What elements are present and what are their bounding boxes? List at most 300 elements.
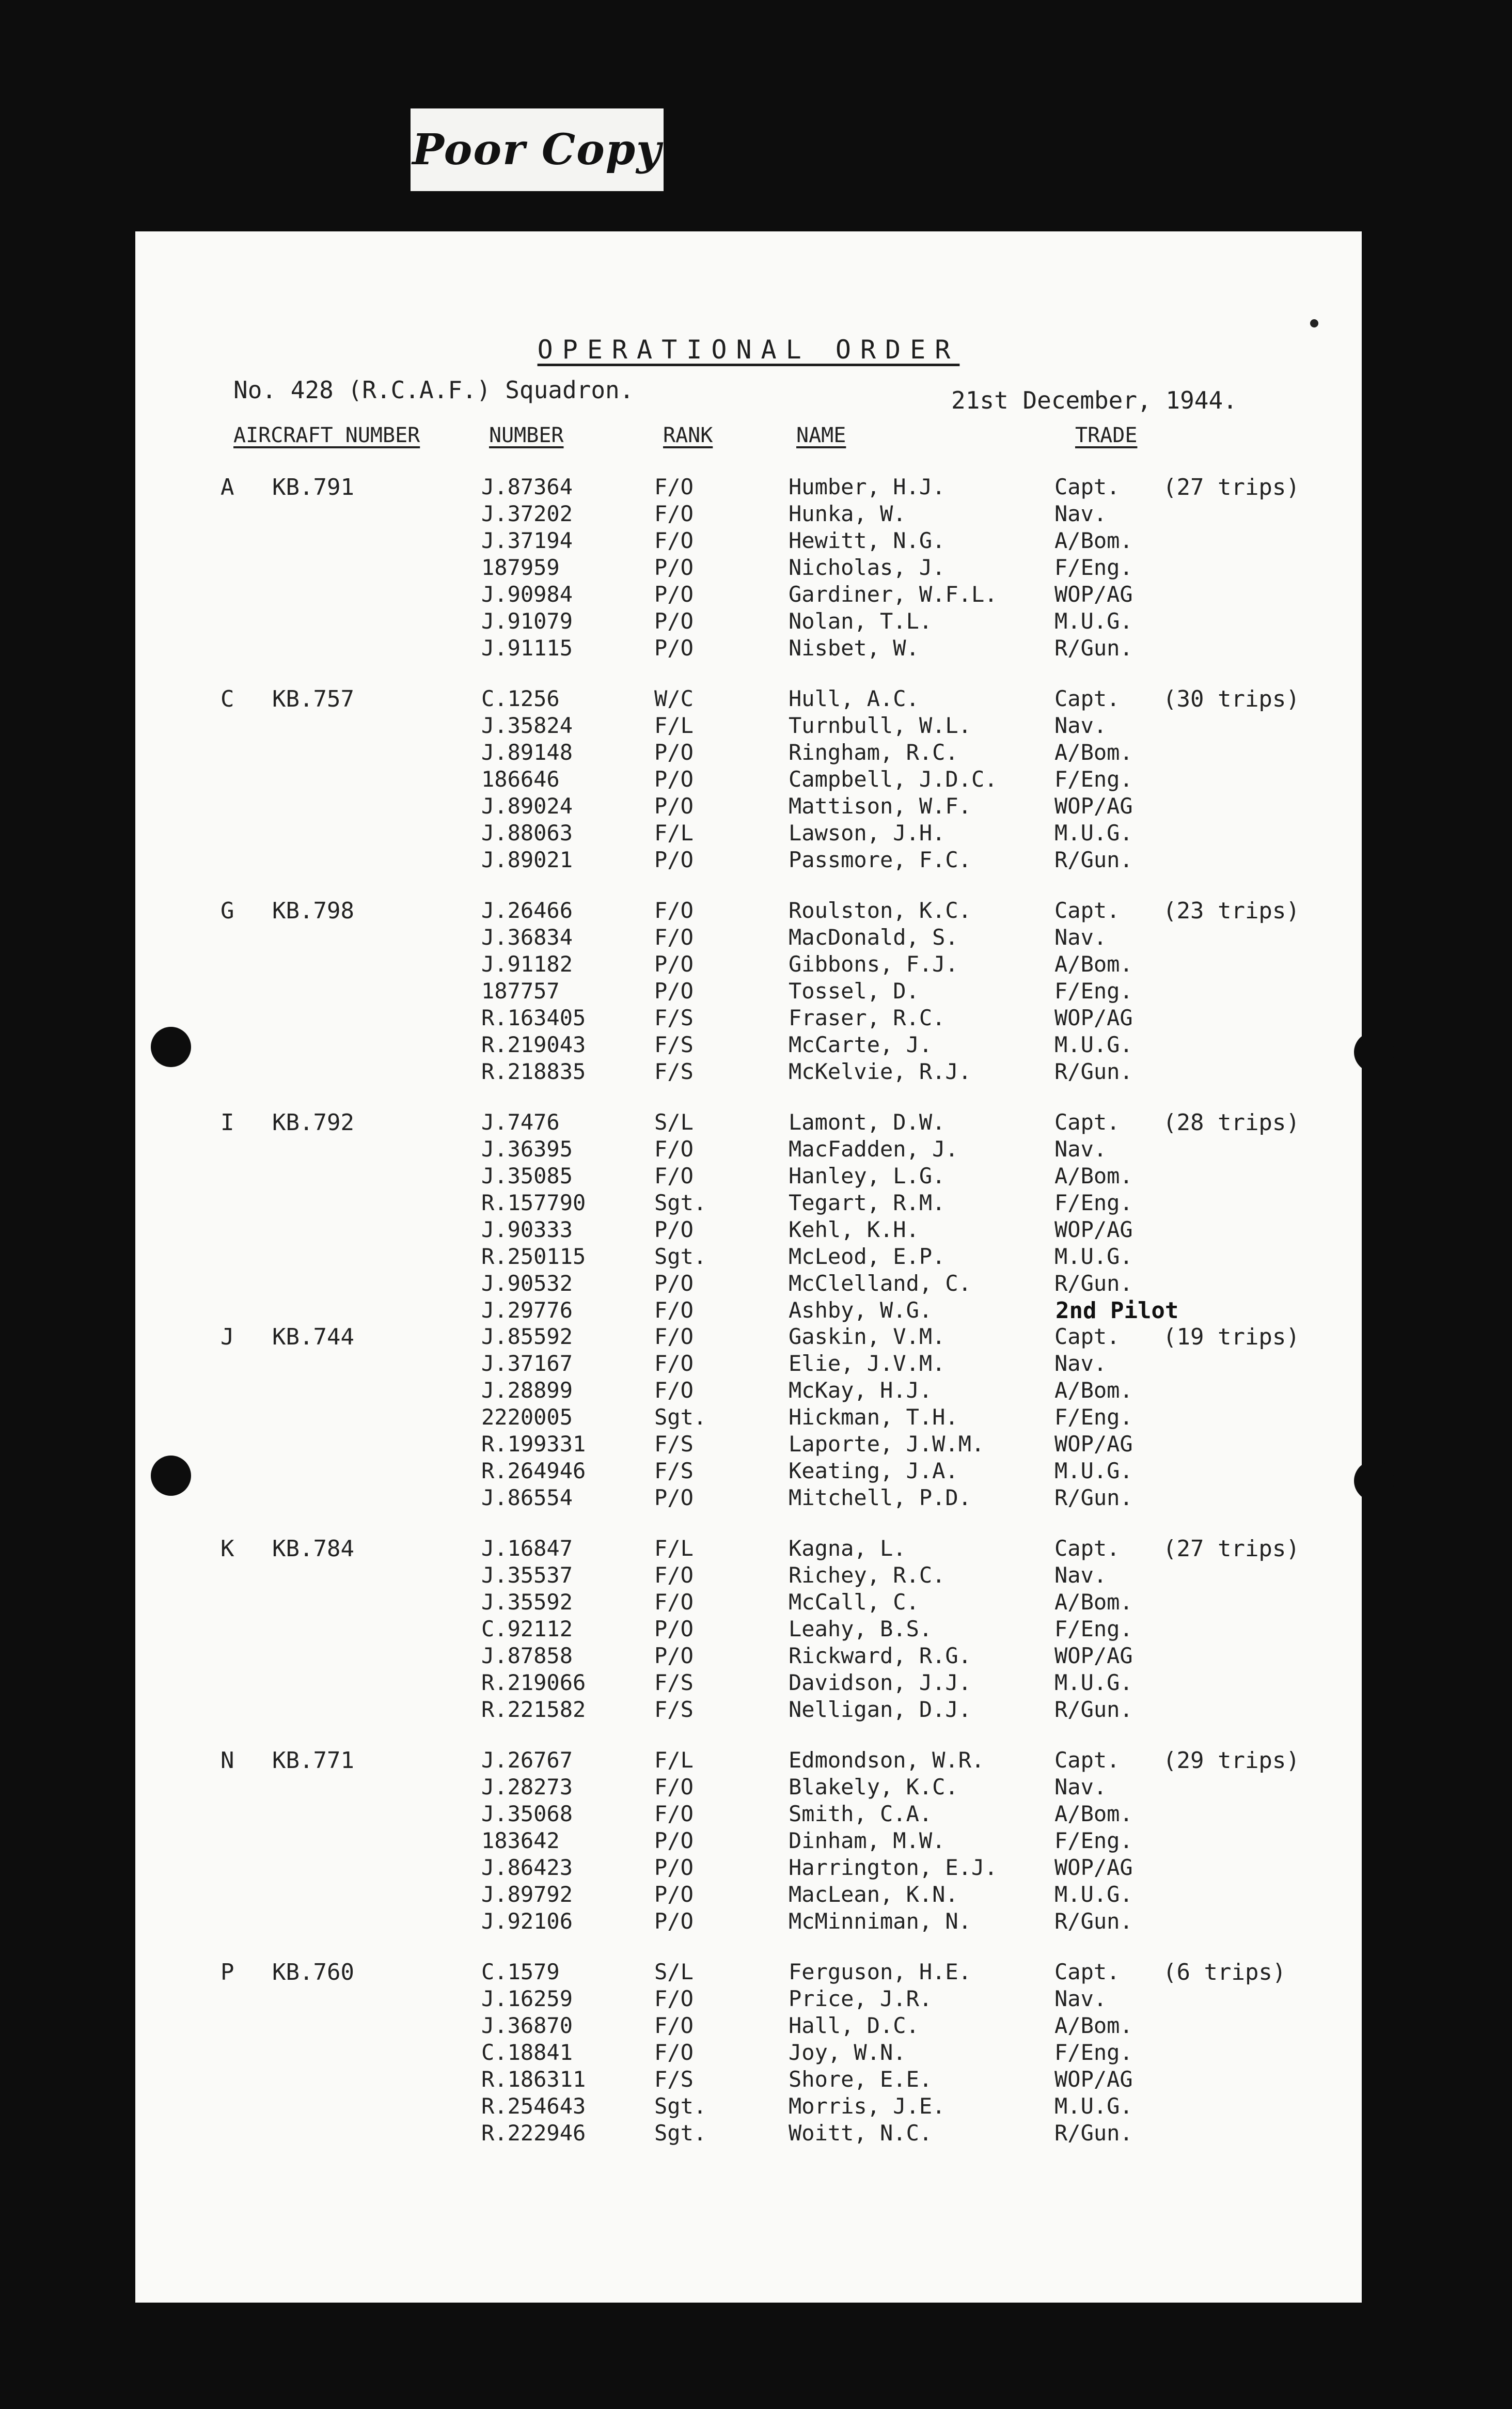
crew-row <box>135 1562 1362 1589</box>
crew-trade: M.U.G. <box>1054 2093 1133 2119</box>
crew-service-number: J.29776 <box>481 1297 573 1323</box>
crew-name: Fraser, R.C. <box>789 1005 946 1030</box>
crew-group <box>135 474 1362 691</box>
aircraft-number: KB.784 <box>272 1536 354 1562</box>
crew-row <box>135 1458 1362 1485</box>
crew-trade: Capt. <box>1054 1536 1120 1561</box>
crew-row <box>135 501 1362 528</box>
crew-service-number: C.1256 <box>481 686 560 711</box>
crew-name: Joy, W.N. <box>789 2040 906 2065</box>
aircraft-letter: G <box>220 898 234 924</box>
crew-trade: Nav. <box>1054 713 1107 738</box>
crew-name: MacLean, K.N. <box>789 1882 958 1907</box>
crew-rank: P/O <box>654 582 694 607</box>
crew-rank: P/O <box>654 1828 694 1853</box>
crew-row <box>135 582 1362 608</box>
crew-row <box>135 608 1362 635</box>
aircraft-number: KB.760 <box>272 1959 354 1985</box>
crew-rank: Sgt. <box>654 1244 707 1269</box>
captain-trip-count: (29 trips) <box>1163 1747 1300 1774</box>
crew-rank: F/O <box>654 925 694 950</box>
captain-trip-count: (30 trips) <box>1163 686 1300 712</box>
crew-name: Kagna, L. <box>789 1536 906 1561</box>
crew-trade: WOP/AG <box>1054 1431 1133 1457</box>
crew-rank: P/O <box>654 847 694 872</box>
crew-service-number: 2220005 <box>481 1404 573 1430</box>
crew-service-number: J.89024 <box>481 793 573 819</box>
crew-service-number: J.35592 <box>481 1589 573 1615</box>
crew-rank: F/O <box>654 1351 694 1376</box>
crew-name: Davidson, J.J. <box>789 1670 972 1695</box>
crew-name: McMinniman, N. <box>789 1909 972 1934</box>
crew-service-number: R.219043 <box>481 1032 586 1057</box>
captain-trip-count: (6 trips) <box>1163 1959 1286 1985</box>
crew-rank: P/O <box>654 1217 694 1242</box>
crew-row <box>135 635 1362 662</box>
crew-row <box>135 1855 1362 1882</box>
crew-row <box>135 1882 1362 1909</box>
column-header-name: NAME <box>796 424 846 447</box>
crew-rank: F/O <box>654 1378 694 1403</box>
crew-trade: F/Eng. <box>1054 2040 1133 2065</box>
crew-row <box>135 1643 1362 1670</box>
crew-name: McClelland, C. <box>789 1271 972 1296</box>
crew-members <box>135 898 1362 1086</box>
crew-name: Elie, J.V.M. <box>789 1351 946 1376</box>
captain-trip-count: (23 trips) <box>1163 898 1300 924</box>
crew-service-number: J.89148 <box>481 740 573 765</box>
crew-rank: P/O <box>654 1271 694 1296</box>
crew-rank: P/O <box>654 1855 694 1880</box>
crew-trade: WOP/AG <box>1054 2067 1133 2092</box>
crew-trade: Nav. <box>1054 925 1107 950</box>
crew-rank: F/S <box>654 1458 694 1483</box>
crew-trade: F/Eng. <box>1054 1616 1133 1641</box>
crew-name: Lawson, J.H. <box>789 820 946 846</box>
crew-trade: WOP/AG <box>1054 1643 1133 1668</box>
crew-row <box>135 740 1362 766</box>
crew-row <box>135 1059 1362 1086</box>
crew-rank: Sgt. <box>654 1190 707 1215</box>
crew-row <box>135 925 1362 951</box>
crew-service-number: C.18841 <box>481 2040 573 2065</box>
crew-rank: F/S <box>654 1005 694 1030</box>
crew-trade: A/Bom. <box>1054 528 1133 553</box>
crew-service-number: R.186311 <box>481 2067 586 2092</box>
crew-row <box>135 2013 1362 2040</box>
aircraft-number: KB.798 <box>272 898 354 924</box>
poor-copy-label: Poor Copy <box>411 108 664 191</box>
crew-name: Hull, A.C. <box>789 686 919 711</box>
crew-trade: M.U.G. <box>1054 1244 1133 1269</box>
crew-service-number: J.90333 <box>481 1217 573 1242</box>
crew-service-number: R.157790 <box>481 1190 586 1215</box>
crew-rank: Sgt. <box>654 1404 707 1430</box>
crew-trade: A/Bom. <box>1054 740 1133 765</box>
crew-service-number: J.86554 <box>481 1485 573 1510</box>
crew-service-number: R.221582 <box>481 1697 586 1722</box>
crew-name: Nelligan, D.J. <box>789 1697 972 1722</box>
crew-trade: F/Eng. <box>1054 978 1133 1004</box>
crew-rank: F/S <box>654 1697 694 1722</box>
crew-name: McLeod, E.P. <box>789 1244 946 1269</box>
crew-row <box>135 1271 1362 1297</box>
crew-name: Blakely, K.C. <box>789 1774 958 1800</box>
crew-service-number: J.36395 <box>481 1136 573 1162</box>
crew-service-number: R.163405 <box>481 1005 586 1030</box>
crew-trade: WOP/AG <box>1054 1005 1133 1030</box>
crew-service-number: J.86423 <box>481 1855 573 1880</box>
crew-row <box>135 2067 1362 2093</box>
crew-service-number: R.250115 <box>481 1244 586 1269</box>
aircraft-letter: P <box>220 1959 234 1985</box>
crew-name: Hall, D.C. <box>789 2013 919 2038</box>
crew-service-number: J.36870 <box>481 2013 573 2038</box>
crew-row <box>135 898 1362 925</box>
crew-name: Nicholas, J. <box>789 555 946 580</box>
crew-rank: F/S <box>654 1431 694 1457</box>
crew-service-number: J.16847 <box>481 1536 573 1561</box>
crew-rank: P/O <box>654 608 694 634</box>
crew-members <box>135 1747 1362 1935</box>
crew-row <box>135 978 1362 1005</box>
crew-row <box>135 1163 1362 1190</box>
crew-row <box>135 1109 1362 1136</box>
crew-name: Hewitt, N.G. <box>789 528 946 553</box>
crew-name: MacDonald, S. <box>789 925 958 950</box>
crew-rank: P/O <box>654 1643 694 1668</box>
crew-service-number: J.26767 <box>481 1747 573 1773</box>
crew-trade: A/Bom. <box>1054 1378 1133 1403</box>
crew-name: Mattison, W.F. <box>789 793 972 819</box>
crew-rank: F/O <box>654 1562 694 1588</box>
crew-name: Woitt, N.C. <box>789 2120 933 2146</box>
crew-rank: F/O <box>654 501 694 526</box>
crew-trade: Capt. <box>1054 1959 1120 1984</box>
crew-service-number: J.90532 <box>481 1271 573 1296</box>
crew-name: MacFadden, J. <box>789 1136 958 1162</box>
crew-service-number: R.254643 <box>481 2093 586 2119</box>
crew-row <box>135 1378 1362 1404</box>
crew-rank: F/O <box>654 1163 694 1188</box>
captain-trip-count: (27 trips) <box>1163 1536 1300 1562</box>
crew-trade: A/Bom. <box>1054 951 1133 977</box>
page-title: OPERATIONAL ORDER <box>537 335 960 365</box>
crew-trade: WOP/AG <box>1054 1855 1133 1880</box>
crew-group <box>135 1747 1362 1964</box>
crew-row <box>135 1485 1362 1512</box>
crew-members <box>135 474 1362 662</box>
crew-service-number: J.91079 <box>481 608 573 634</box>
crew-service-number: J.35085 <box>481 1163 573 1188</box>
crew-rank: P/O <box>654 951 694 977</box>
crew-row <box>135 474 1362 501</box>
crew-row <box>135 713 1362 740</box>
aircraft-letter: C <box>220 686 234 712</box>
crew-rank: F/S <box>654 1670 694 1695</box>
crew-name: Kehl, K.H. <box>789 1217 919 1242</box>
crew-name: McKay, H.J. <box>789 1378 933 1403</box>
crew-trade: F/Eng. <box>1054 1404 1133 1430</box>
crew-name: Hunka, W. <box>789 501 906 526</box>
column-header-aircraft: AIRCRAFT NUMBER <box>233 424 420 447</box>
crew-rank: F/O <box>654 1136 694 1162</box>
crew-name: Harrington, E.J. <box>789 1855 998 1880</box>
crew-trade: Capt. <box>1054 1109 1120 1135</box>
crew-name: Nisbet, W. <box>789 635 919 661</box>
crew-name: Laporte, J.W.M. <box>789 1431 985 1457</box>
crew-service-number: 187959 <box>481 555 560 580</box>
captain-trip-count: (19 trips) <box>1163 1324 1300 1350</box>
crew-name: Rickward, R.G. <box>789 1643 972 1668</box>
crew-row <box>135 1697 1362 1724</box>
crew-row <box>135 793 1362 820</box>
crew-trade: F/Eng. <box>1054 1190 1133 1215</box>
crew-rank: F/O <box>654 898 694 923</box>
crew-rank: F/O <box>654 1297 694 1323</box>
crew-name: Shore, E.E. <box>789 2067 933 2092</box>
aircraft-number: KB.757 <box>272 686 354 712</box>
crew-row <box>135 1324 1362 1351</box>
crew-service-number: J.35068 <box>481 1801 573 1826</box>
crew-trade: Capt. <box>1054 898 1120 923</box>
crew-service-number: J.36834 <box>481 925 573 950</box>
crew-name: Tossel, D. <box>789 978 919 1004</box>
crew-row <box>135 1244 1362 1271</box>
crew-rank: P/O <box>654 1909 694 1934</box>
crew-name: Campbell, J.D.C. <box>789 766 998 792</box>
crew-service-number: J.92106 <box>481 1909 573 1934</box>
crew-row <box>135 766 1362 793</box>
crew-trade: Nav. <box>1054 1986 1107 2011</box>
crew-service-number: J.28273 <box>481 1774 573 1800</box>
crew-trade: F/Eng. <box>1054 1828 1133 1853</box>
aircraft-letter: A <box>220 474 234 500</box>
crew-name: Ringham, R.C. <box>789 740 958 765</box>
crew-row <box>135 1801 1362 1828</box>
crew-trade: F/Eng. <box>1054 766 1133 792</box>
crew-service-number: J.91182 <box>481 951 573 977</box>
crew-service-number: J.37194 <box>481 528 573 553</box>
crew-name: Morris, J.E. <box>789 2093 946 2119</box>
crew-name: Ferguson, H.E. <box>789 1959 972 1984</box>
crew-row <box>135 1404 1362 1431</box>
crew-service-number: J.35824 <box>481 713 573 738</box>
crew-rank: F/O <box>654 1589 694 1615</box>
crew-name: Tegart, R.M. <box>789 1190 946 1215</box>
crew-rank: P/O <box>654 978 694 1004</box>
aircraft-number: KB.792 <box>272 1109 354 1136</box>
crew-row <box>135 1190 1362 1217</box>
crew-rank: S/L <box>654 1959 694 1984</box>
crew-trade: Nav. <box>1054 1136 1107 1162</box>
crew-trade: Nav. <box>1054 1774 1107 1800</box>
crew-trade: Nav. <box>1054 1562 1107 1588</box>
crew-service-number: 186646 <box>481 766 560 792</box>
crew-row <box>135 951 1362 978</box>
crew-members <box>135 1536 1362 1724</box>
crew-name: Leahy, B.S. <box>789 1616 933 1641</box>
crew-service-number: J.16259 <box>481 1986 573 2011</box>
crew-name: Dinham, M.W. <box>789 1828 946 1853</box>
crew-name: Gaskin, V.M. <box>789 1324 946 1349</box>
crew-service-number: R.219066 <box>481 1670 586 1695</box>
crew-rank: P/O <box>654 555 694 580</box>
crew-rank: P/O <box>654 1882 694 1907</box>
crew-name: Hanley, L.G. <box>789 1163 946 1188</box>
crew-trade: A/Bom. <box>1054 1801 1133 1826</box>
crew-rank: F/O <box>654 1801 694 1826</box>
crew-trade: Nav. <box>1054 501 1107 526</box>
crew-trade: M.U.G. <box>1054 1032 1133 1057</box>
crew-name: Smith, C.A. <box>789 1801 933 1826</box>
crew-rank: F/L <box>654 1536 694 1561</box>
crew-service-number: J.90984 <box>481 582 573 607</box>
crew-service-number: R.218835 <box>481 1059 586 1084</box>
crew-name: Keating, J.A. <box>789 1458 958 1483</box>
crew-row <box>135 1005 1362 1032</box>
crew-service-number: J.35537 <box>481 1562 573 1588</box>
crew-rank: S/L <box>654 1109 694 1135</box>
crew-rank: F/O <box>654 2013 694 2038</box>
crew-members <box>135 686 1362 874</box>
crew-service-number: J.37167 <box>481 1351 573 1376</box>
crew-trade: Capt. <box>1054 686 1120 711</box>
crew-service-number: J.89792 <box>481 1882 573 1907</box>
crew-row <box>135 1589 1362 1616</box>
crew-rank: P/O <box>654 1485 694 1510</box>
crew-service-number: J.87858 <box>481 1643 573 1668</box>
crew-service-number: J.37202 <box>481 501 573 526</box>
crew-trade: R/Gun. <box>1054 2120 1133 2146</box>
crew-trade: A/Bom. <box>1054 1589 1133 1615</box>
crew-name: Passmore, F.C. <box>789 847 972 872</box>
crew-trade: Capt. <box>1054 1324 1120 1349</box>
crew-rank: F/O <box>654 474 694 499</box>
crew-rank: F/L <box>654 1747 694 1773</box>
crew-row <box>135 1536 1362 1562</box>
crew-name: Gibbons, F.J. <box>789 951 958 977</box>
crew-trade: WOP/AG <box>1054 793 1133 819</box>
crew-service-number: J.87364 <box>481 474 573 499</box>
crew-trade: Nav. <box>1054 1351 1107 1376</box>
crew-service-number: J.89021 <box>481 847 573 872</box>
crew-row <box>135 1616 1362 1643</box>
crew-row <box>135 1217 1362 1244</box>
crew-rank: F/L <box>654 713 694 738</box>
crew-rank: F/O <box>654 1986 694 2011</box>
aircraft-letter: I <box>220 1109 234 1136</box>
crew-row <box>135 1351 1362 1378</box>
crew-trade: R/Gun. <box>1054 1485 1133 1510</box>
crew-trade: M.U.G. <box>1054 1458 1133 1483</box>
crew-row <box>135 847 1362 874</box>
crew-service-number: R.199331 <box>481 1431 586 1457</box>
crew-trade: R/Gun. <box>1054 635 1133 661</box>
crew-row <box>135 1747 1362 1774</box>
crew-name: Turnbull, W.L. <box>789 713 972 738</box>
crew-trade: M.U.G. <box>1054 1882 1133 1907</box>
crew-members <box>135 1109 1362 1324</box>
crew-row <box>135 1986 1362 2013</box>
crew-row <box>135 2093 1362 2120</box>
crew-group <box>135 686 1362 903</box>
column-header-number: NUMBER <box>489 424 564 447</box>
crew-name: Mitchell, P.D. <box>789 1485 972 1510</box>
crew-service-number: 183642 <box>481 1828 560 1853</box>
crew-members <box>135 1959 1362 2147</box>
crew-row <box>135 1431 1362 1458</box>
crew-group <box>135 898 1362 1115</box>
order-date: 21st December, 1944. <box>951 386 1237 414</box>
crew-row <box>135 528 1362 555</box>
crew-trade: R/Gun. <box>1054 1059 1133 1084</box>
crew-name: McCarte, J. <box>789 1032 933 1057</box>
crew-row <box>135 555 1362 582</box>
crew-row <box>135 1828 1362 1855</box>
crew-trade: Capt. <box>1054 1747 1120 1773</box>
crew-trade: WOP/AG <box>1054 1217 1133 1242</box>
crew-name: Roulston, K.C. <box>789 898 972 923</box>
crew-row <box>135 686 1362 713</box>
captain-trip-count: (28 trips) <box>1163 1109 1300 1136</box>
aircraft-letter: J <box>220 1324 234 1350</box>
crew-trade: F/Eng. <box>1054 555 1133 580</box>
crew-members <box>135 1324 1362 1512</box>
crew-group <box>135 1109 1362 1326</box>
crew-trade: R/Gun. <box>1054 847 1133 872</box>
crew-service-number: J.91115 <box>481 635 573 661</box>
crew-trade: M.U.G. <box>1054 1670 1133 1695</box>
column-header-rank: RANK <box>663 424 713 447</box>
crew-rank: P/O <box>654 766 694 792</box>
crew-row <box>135 820 1362 847</box>
crew-group <box>135 1324 1362 1541</box>
crew-name: McKelvie, R.J. <box>789 1059 972 1084</box>
crew-row <box>135 1670 1362 1697</box>
crew-name: Hickman, T.H. <box>789 1404 958 1430</box>
crew-name: Price, J.R. <box>789 1986 933 2011</box>
crew-group <box>135 1959 1362 2176</box>
crew-trade: R/Gun. <box>1054 1271 1133 1296</box>
ink-speck <box>1310 319 1318 327</box>
crew-trade: WOP/AG <box>1054 582 1133 607</box>
captain-trip-count: (27 trips) <box>1163 474 1300 500</box>
crew-trade: A/Bom. <box>1054 2013 1133 2038</box>
crew-rank: F/S <box>654 2067 694 2092</box>
crew-service-number: 187757 <box>481 978 560 1004</box>
crew-service-number: J.88063 <box>481 820 573 846</box>
crew-rank: F/O <box>654 1324 694 1349</box>
crew-row <box>135 1136 1362 1163</box>
crew-rank: F/L <box>654 820 694 846</box>
crew-rank: Sgt. <box>654 2093 707 2119</box>
crew-name: Nolan, T.L. <box>789 608 933 634</box>
crew-name: Gardiner, W.F.L. <box>789 582 998 607</box>
crew-service-number: C.92112 <box>481 1616 573 1641</box>
crew-row <box>135 1774 1362 1801</box>
crew-name: McCall, C. <box>789 1589 919 1615</box>
crew-trade: M.U.G. <box>1054 608 1133 634</box>
crew-row <box>135 1909 1362 1935</box>
crew-rank: W/C <box>654 686 694 711</box>
crew-rank: F/O <box>654 1774 694 1800</box>
crew-name: Ashby, W.G. <box>789 1297 933 1323</box>
crew-trade: R/Gun. <box>1054 1909 1133 1934</box>
crew-rank: F/O <box>654 528 694 553</box>
aircraft-number: KB.744 <box>272 1324 354 1350</box>
crew-rank: F/S <box>654 1059 694 1084</box>
